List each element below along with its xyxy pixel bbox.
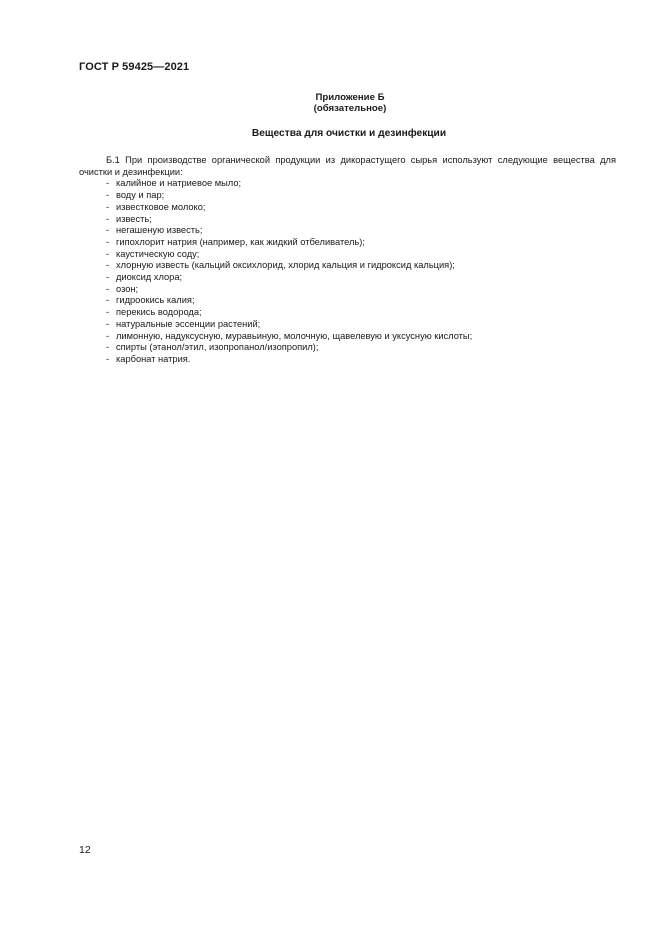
list-item [79, 331, 616, 343]
list-dash: - [106, 178, 110, 189]
list-item [79, 342, 616, 354]
list-dash: - [106, 248, 110, 259]
list-dash: - [106, 213, 110, 224]
section-body [79, 155, 616, 366]
list-dash: - [106, 353, 110, 364]
list-item-text: известковое молоко; [116, 201, 206, 212]
list-item [79, 260, 616, 272]
list-item [79, 202, 616, 214]
list-item [79, 237, 616, 249]
list-item-text: гидроокись калия; [116, 295, 195, 306]
list-dash: - [106, 283, 110, 294]
list-item [79, 354, 616, 366]
list-dash: - [106, 318, 110, 329]
list-item-text: озон; [116, 283, 139, 294]
standard-designation: ГОСТ Р 59425—2021 [79, 61, 190, 73]
list-item-text: известь; [116, 213, 152, 224]
list-dash: - [106, 307, 110, 318]
list-item [79, 319, 616, 331]
list-item-text: натуральные эссенции растений; [116, 318, 261, 329]
list-item [79, 249, 616, 261]
annex-status: (обязательное) [313, 103, 387, 114]
list-dash: - [106, 201, 110, 212]
section-title: Вещества для очистки и дезинфекции [251, 128, 447, 139]
list-item [79, 307, 616, 319]
list-item [79, 295, 616, 307]
list-item [79, 178, 616, 190]
list-item [79, 284, 616, 296]
annex-title: Приложение Б [315, 92, 385, 103]
list-item [79, 225, 616, 237]
list-item-text: спирты (этанол/этил, изопропанол/изопропил); [116, 342, 319, 353]
list-item-text: негашеную известь; [116, 225, 203, 236]
list-item [79, 214, 616, 226]
list-item-text: гипохлорит натрия (например, как жидкий отбеливатель); [116, 236, 365, 247]
list-item-text: диоксид хлора; [116, 272, 183, 283]
list-dash: - [106, 236, 110, 247]
list-dash: - [106, 330, 110, 341]
list-dash: - [106, 272, 110, 283]
substances-list [79, 178, 616, 365]
list-item-text: воду и пар; [116, 190, 165, 201]
list-item-text: лимонную, надуксусную, муравьиную, молочную, щавелевую и уксусную кислоты; [116, 330, 473, 341]
list-dash: - [106, 190, 110, 201]
list-item-text: калийное и натриевое мыло; [116, 178, 242, 189]
list-dash: - [106, 295, 110, 306]
list-item-text: хлорную известь (кальций оксихлорид, хлорид кальция и гидроксид кальция); [116, 260, 455, 271]
list-item-text: перекись водорода; [116, 307, 202, 318]
list-dash: - [106, 342, 110, 353]
list-dash: - [106, 260, 110, 271]
annex-heading [250, 92, 450, 114]
list-item [79, 272, 616, 284]
page-number: 12 [79, 844, 91, 856]
list-item-text: каустическую соду; [116, 248, 200, 259]
intro-paragraph: Б.1 При производстве органической продукции из дикорастущего сырья используют следующие вещества для очистки и дезинфекции: [79, 155, 616, 177]
list-item [79, 190, 616, 202]
list-item-text: карбонат натрия. [116, 353, 191, 364]
list-dash: - [106, 225, 110, 236]
